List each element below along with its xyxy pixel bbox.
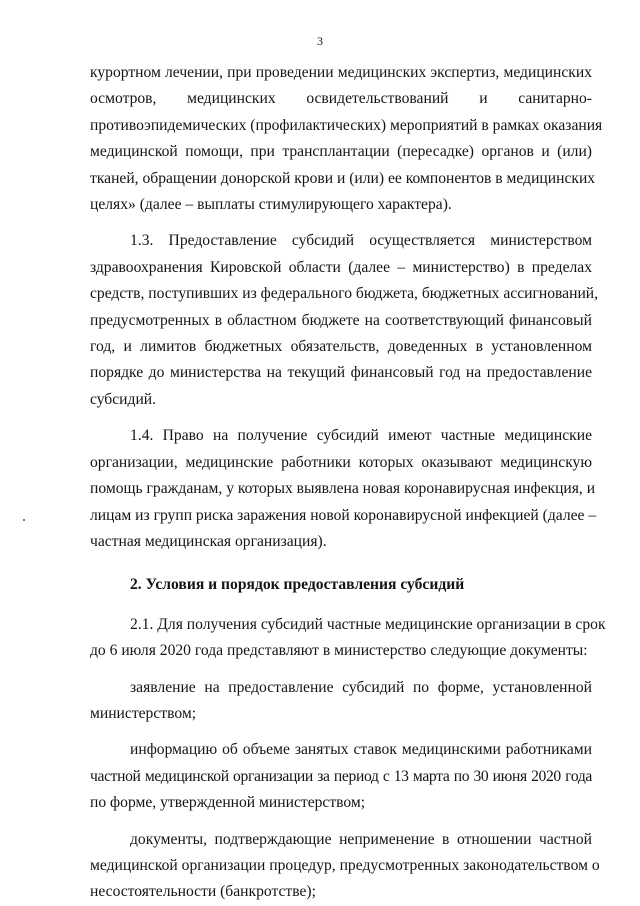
text-line: документы, подтверждающие неприменение в отношении частной bbox=[130, 830, 592, 848]
text-line: лицам из групп риска заражения новой коронавирусной инфекцией (далее – bbox=[90, 506, 597, 524]
text-line: здравоохранения Кировской области (далее – министерство) в пределах bbox=[90, 258, 592, 276]
text-line: целях» (далее – выплаты стимулирующего характера). bbox=[90, 196, 452, 214]
list-item-rates-info bbox=[90, 737, 592, 816]
list-item-application bbox=[90, 675, 592, 728]
text-line: средств, поступивших из федерального бюджета, бюджетных ассигнований, bbox=[90, 285, 599, 303]
text-line: 2.1. Для получения субсидий частные медицинские организации в срок bbox=[130, 615, 606, 633]
scan-dot bbox=[23, 519, 25, 521]
text-line: министерством; bbox=[90, 704, 197, 722]
text-line: противоэпидемических (профилактических) мероприятий в рамках оказания bbox=[90, 116, 603, 134]
paragraph-1-4 bbox=[90, 423, 597, 555]
text-line: субсидий. bbox=[90, 390, 157, 408]
text-line: год, и лимитов бюджетных обязательств, доведенных в установленном bbox=[90, 338, 592, 356]
text-line: организации, медицинские работники которых оказывают медицинскую bbox=[90, 453, 592, 471]
text-line: порядке до министерства на текущий финансовый год на предоставление bbox=[90, 364, 592, 382]
text-line: помощь гражданам, у которых выявлена новая коронавирусная инфекция, и bbox=[90, 480, 596, 498]
text-line: 1.4. Право на получение субсидий имеют частные медицинские bbox=[130, 427, 592, 445]
text-line: заявление на предоставление субсидий по форме, установленной bbox=[130, 678, 592, 696]
text-line: несостоятельности (банкротстве); bbox=[90, 883, 316, 901]
text-line: частная медицинская организация). bbox=[90, 532, 327, 550]
text-line: по форме, утвержденной министерством; bbox=[90, 794, 366, 812]
page-number: 3 bbox=[317, 34, 323, 48]
text-line: осмотров, медицинских освидетельствований и санитарно- bbox=[90, 90, 592, 108]
text-line: тканей, обращении донорской крови и (или) ее компонентов в медицинских bbox=[90, 169, 596, 187]
text-line: информацию об объеме занятых ставок медицинскими работниками bbox=[130, 741, 592, 759]
paragraph-1-3 bbox=[90, 228, 599, 413]
text-line: предусмотренных в областном бюджете на соответствующий финансовый bbox=[90, 311, 592, 329]
section-heading: 2. Условия и порядок предоставления субсидий bbox=[130, 576, 465, 594]
text-line: 1.3. Предоставление субсидий осуществляется министерством bbox=[130, 232, 592, 250]
text-line: медицинской помощи, при трансплантации (пересадке) органов и (или) bbox=[90, 143, 592, 161]
text-line: частной медицинской организации за период с 13 марта по 30 июня 2020 года bbox=[90, 767, 592, 785]
text-line: медицинской организации процедур, предусмотренных законодательством о bbox=[90, 856, 600, 874]
document-body bbox=[90, 60, 606, 906]
paragraph-stimulus-payments bbox=[90, 60, 603, 218]
text-line: курортном лечении, при проведении медицинских экспертиз, медицинских bbox=[90, 64, 592, 81]
text-line: до 6 июля 2020 года представляют в министерство следующие документы: bbox=[90, 642, 588, 660]
paragraph-2-1 bbox=[90, 612, 606, 665]
list-item-bankruptcy-docs bbox=[90, 827, 600, 906]
